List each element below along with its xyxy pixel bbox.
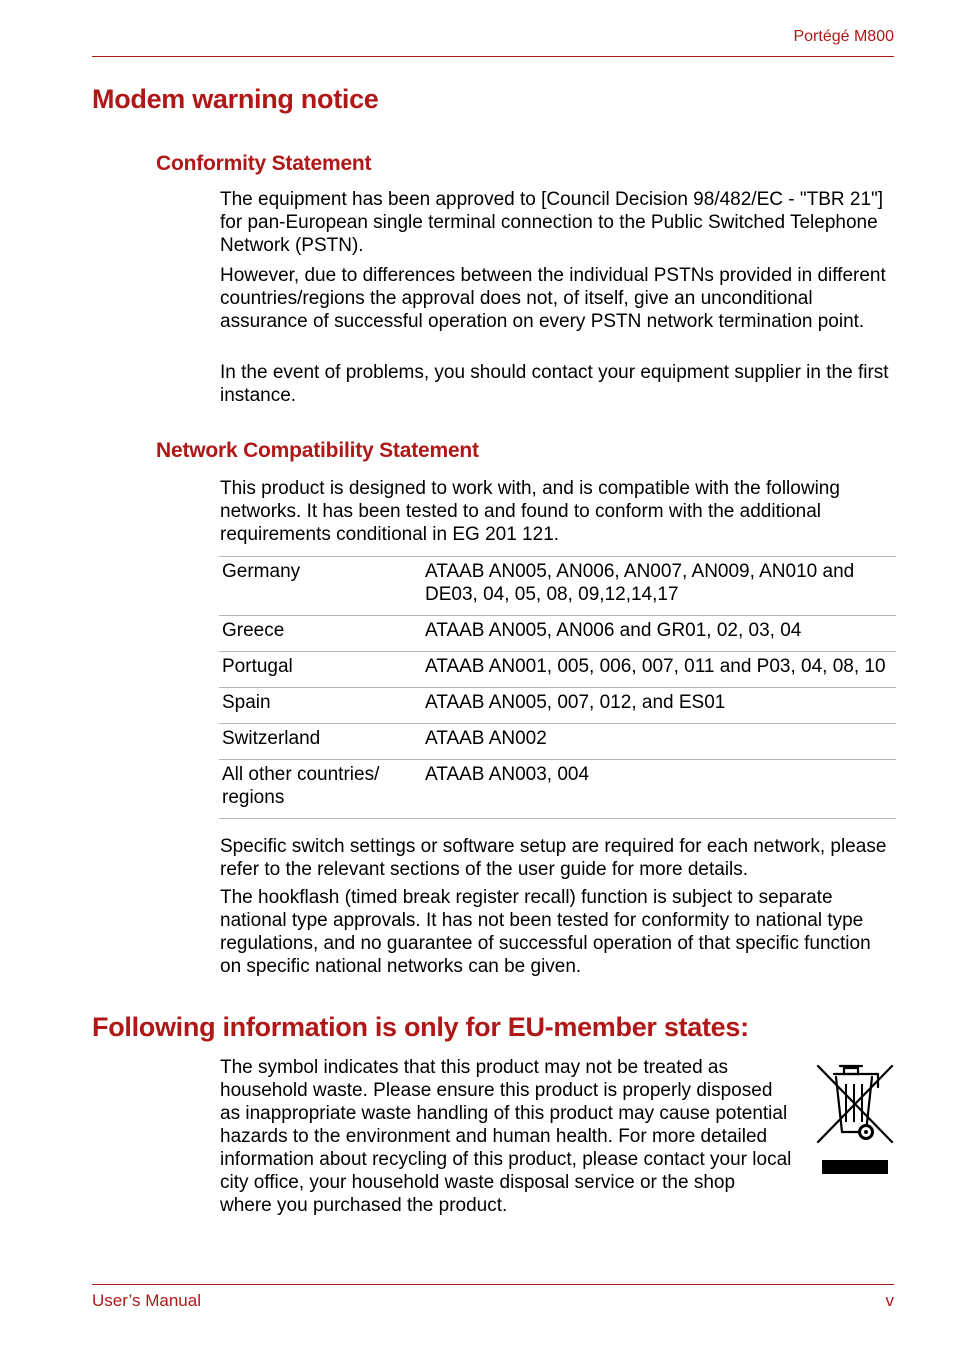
page-number: v (885, 1291, 894, 1310)
footer-rule (92, 1284, 894, 1285)
table-cell-standard: ATAAB AN005, AN006, AN007, AN009, AN010 and DE03, 04, 05, 08, 09,12,14,17 (422, 557, 896, 616)
heading-network-compatibility: Network Compatibility Statement (156, 439, 479, 462)
section-title-eu-member-states: Following information is only for EU-member states: (92, 1012, 749, 1042)
network-compatibility-table (219, 556, 896, 819)
paragraph-conformity-2: However, due to differences between the individual PSTNs provided in different countries/regions the approval does not, of itself, give an unconditional assurance of successful operation on every PSTN network termination point. (220, 265, 886, 332)
paragraph-conformity-3: In the event of problems, you should contact your equipment supplier in the first instance. (220, 362, 889, 406)
table-cell-country: Portugal (219, 652, 422, 688)
running-header-title: Portégé M800 (793, 28, 894, 45)
table-row (219, 760, 896, 819)
table-cell-country: Switzerland (219, 724, 422, 760)
paragraph-switch-settings: Specific switch settings or software setup are required for each network, please refer to the relevant sections of the user guide for more details. (220, 836, 887, 880)
paragraph-hookflash: The hookflash (timed break register recall) function is subject to separate national type approvals. It has not been tested for conformity to national type regulations, and no guarantee of successful operation of that specific function on specific national networks can be given. (220, 887, 871, 977)
table-cell-standard: ATAAB AN001, 005, 006, 007, 011 and P03, 04, 08, 10 (422, 652, 896, 688)
heading-conformity-statement: Conformity Statement (156, 152, 372, 175)
table-cell-standard: ATAAB AN005, AN006 and GR01, 02, 03, 04 (422, 616, 896, 652)
crossed-out-wheelie-bin-icon (812, 1060, 894, 1178)
header-rule (92, 56, 894, 57)
footer-manual-title: User’s Manual (92, 1291, 201, 1310)
table-row (219, 688, 896, 724)
table-cell-country: All other countries/ regions (219, 760, 422, 819)
paragraph-weee-disposal: The symbol indicates that this product may not be treated as household waste. Please ensure this product is properly disposed as inappropriate waste handling of this product may cause potential hazards to the environment and human health. For more detailed information about recycling of this product, please contact your local city office, your household waste disposal service or the shop where you purchased the product. (220, 1057, 792, 1216)
table-cell-standard: ATAAB AN002 (422, 724, 896, 760)
table-row (219, 616, 896, 652)
table-cell-country: Germany (219, 557, 422, 616)
table-row (219, 724, 896, 760)
table-cell-standard: ATAAB AN005, 007, 012, and ES01 (422, 688, 896, 724)
table-cell-country: Greece (219, 616, 422, 652)
paragraph-conformity-1: The equipment has been approved to [Council Decision 98/482/EC - "TBR 21"] for pan-European single terminal connection to the Public Switched Telephone Network (PSTN). (220, 189, 884, 256)
table-row (219, 557, 896, 616)
paragraph-network-intro: This product is designed to work with, and is compatible with the following networks. It has been tested to and found to conform with the additional requirements conditional in EG 201 121. (220, 478, 840, 545)
table-row (219, 652, 896, 688)
table-cell-standard: ATAAB AN003, 004 (422, 760, 896, 819)
table-cell-country: Spain (219, 688, 422, 724)
section-title-modem-warning: Modem warning notice (92, 84, 379, 114)
